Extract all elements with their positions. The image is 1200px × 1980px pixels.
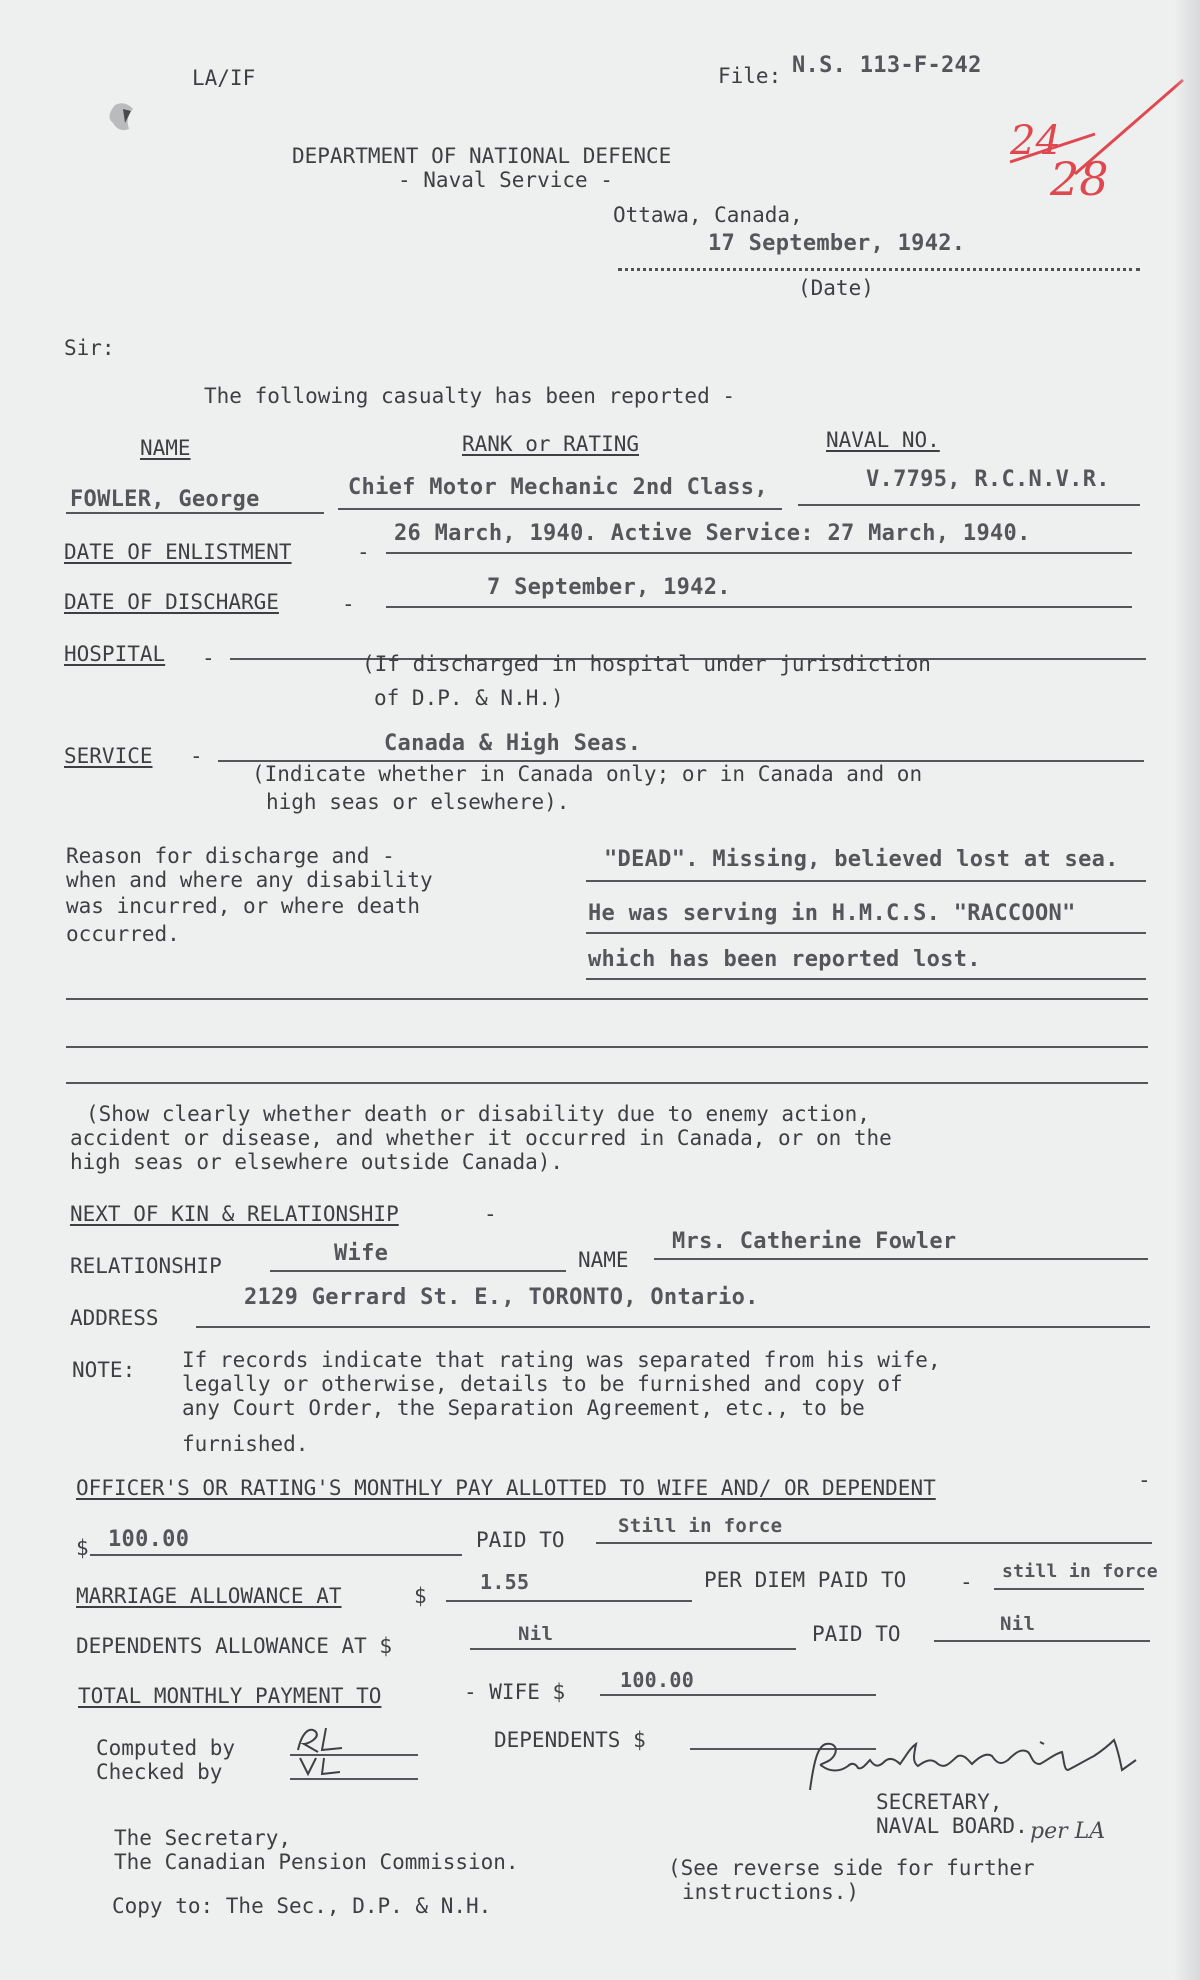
relationship-underline xyxy=(270,1270,566,1272)
reason-blank-line-2 xyxy=(66,1046,1148,1048)
marriage-rate-underline xyxy=(446,1600,692,1602)
enlistment-underline xyxy=(386,552,1132,554)
kin-name: Mrs. Catherine Fowler xyxy=(672,1229,957,1254)
note-line4: furnished. xyxy=(182,1432,309,1456)
reference-initials: LA/IF xyxy=(192,66,256,90)
total-wife-label: - WIFE $ xyxy=(464,1680,566,1704)
pay-heading-dash: - xyxy=(1138,1468,1151,1492)
rank-underline xyxy=(338,508,782,510)
service-value: Canada & High Seas. xyxy=(384,731,642,756)
note-line3: any Court Order, the Separation Agreement, etc., to be xyxy=(182,1396,865,1420)
service-label: SERVICE xyxy=(64,744,153,768)
copy-to: Copy to: The Sec., D.P. & N.H. xyxy=(112,1894,492,1918)
date-dotted-line xyxy=(618,268,1140,271)
computed-by-label: Computed by xyxy=(96,1736,236,1760)
note-line1: If records indicate that rating was separated from his wife, xyxy=(182,1348,941,1372)
rank-column-header: RANK or RATING xyxy=(462,432,640,456)
note-line2: legally or otherwise, details to be furnished and copy of xyxy=(182,1372,903,1396)
intro-text: The following casualty has been reported - xyxy=(204,384,736,408)
recipient-line1: The Secretary, xyxy=(114,1826,292,1850)
reason-note-line3: high seas or elsewhere outside Canada). xyxy=(70,1150,564,1174)
place: Ottawa, Canada, xyxy=(613,203,803,227)
naval-number-underline xyxy=(798,504,1140,506)
dependents-paid-to-label: PAID TO xyxy=(812,1622,901,1646)
service-note-line2: high seas or elsewhere). xyxy=(266,790,570,814)
discharge-label: DATE OF DISCHARGE xyxy=(64,590,279,614)
total-payment-label: TOTAL MONTHLY PAYMENT TO xyxy=(78,1684,382,1708)
pay-amount-underline xyxy=(90,1554,462,1556)
dependents-allowance-label: DEPENDENTS ALLOWANCE AT $ xyxy=(76,1634,393,1658)
reverse-note-line1: (See reverse side for further xyxy=(668,1856,1035,1880)
kin-name-label: NAME xyxy=(578,1248,629,1272)
naval-number: V.7795, R.C.N.V.R. xyxy=(866,467,1110,492)
per-diem-paid-to: still in force xyxy=(1002,1561,1158,1582)
marriage-allowance-label: MARRIAGE ALLOWANCE AT xyxy=(76,1584,342,1608)
hospital-label: HOSPITAL xyxy=(64,642,166,666)
reason-label-line4: occurred. xyxy=(66,922,180,946)
reason-underline-3 xyxy=(586,978,1146,980)
per-handwritten-note: per LA xyxy=(1030,1819,1106,1844)
reason-line1: "DEAD". Missing, believed lost at sea. xyxy=(604,847,1119,872)
next-of-kin-label: NEXT OF KIN & RELATIONSHIP xyxy=(70,1202,399,1226)
reason-note-line2: accident or disease, and whether it occurred in Canada, or on the xyxy=(70,1126,892,1150)
report-date: 17 September, 1942. xyxy=(708,231,966,256)
pay-paid-to-underline xyxy=(596,1542,1152,1544)
reason-underline-1 xyxy=(586,880,1146,882)
discharge-date: 7 September, 1942. xyxy=(487,575,731,600)
kin-address: 2129 Gerrard St. E., TORONTO, Ontario. xyxy=(244,1285,759,1310)
dependents-paid-to: Nil xyxy=(1000,1613,1036,1635)
relationship-label: RELATIONSHIP xyxy=(70,1254,222,1278)
reason-line2: He was serving in H.M.C.S. "RACCOON" xyxy=(588,901,1076,926)
address-underline xyxy=(196,1326,1150,1328)
pay-paid-to-label: PAID TO xyxy=(476,1528,565,1552)
service-dash: - xyxy=(190,744,203,768)
sailor-rank: Chief Motor Mechanic 2nd Class, xyxy=(348,475,768,500)
per-diem-label: PER DIEM PAID TO xyxy=(704,1568,907,1592)
note-label: NOTE: xyxy=(72,1358,136,1382)
total-wife-underline xyxy=(600,1694,876,1696)
name-underline xyxy=(66,512,324,514)
per-diem-dash: - xyxy=(960,1570,973,1594)
struck-page-number: 24 xyxy=(1010,118,1061,164)
enlistment-label: DATE OF ENLISTMENT xyxy=(64,540,292,564)
salutation: Sir: xyxy=(64,336,115,360)
reason-label-line2: when and where any disability xyxy=(66,868,433,892)
reason-note-line1: (Show clearly whether death or disability due to enemy action, xyxy=(86,1102,870,1126)
relationship-value: Wife xyxy=(334,1241,389,1266)
marriage-currency: $ xyxy=(414,1584,427,1608)
pay-currency: $ xyxy=(76,1536,89,1560)
enlistment-dates: 26 March, 1940. Active Service: 27 March, 1940. xyxy=(394,521,1031,546)
per-diem-underline xyxy=(994,1588,1144,1590)
recipient-line2: The Canadian Pension Commission. xyxy=(114,1850,519,1874)
discharge-dash: - xyxy=(342,592,355,616)
hospital-note-line2: of D.P. & N.H.) xyxy=(374,686,564,710)
pay-amount: 100.00 xyxy=(108,1527,190,1552)
dependents-total-label: DEPENDENTS $ xyxy=(494,1728,646,1752)
checked-by-underline xyxy=(290,1778,418,1780)
reason-blank-line-3 xyxy=(66,1082,1148,1084)
reason-label-line1: Reason for discharge and - xyxy=(66,844,395,868)
dependents-paid-to-underline xyxy=(934,1640,1150,1642)
checked-by-label: Checked by xyxy=(96,1760,223,1784)
reason-underline-2 xyxy=(586,932,1146,934)
pay-heading: OFFICER'S OR RATING'S MONTHLY PAY ALLOTTED TO WIFE AND/ OR DEPENDENT xyxy=(76,1476,936,1500)
reverse-note-line2: instructions.) xyxy=(682,1880,860,1904)
red-strike-marks xyxy=(1005,70,1195,200)
department-title: DEPARTMENT OF NATIONAL DEFENCE xyxy=(292,144,672,168)
pay-paid-to: Still in force xyxy=(618,1515,783,1537)
reason-label-line3: was incurred, or where death xyxy=(66,894,421,918)
naval-number-column-header: NAVAL NO. xyxy=(826,428,940,452)
file-label: File: xyxy=(718,64,782,88)
hospital-note-line1: (If discharged in hospital under jurisdiction xyxy=(362,652,931,676)
service-subtitle: - Naval Service - xyxy=(398,168,613,192)
date-caption: (Date) xyxy=(798,276,874,300)
total-wife-amount: 100.00 xyxy=(620,1668,695,1692)
naval-board-title: NAVAL BOARD. xyxy=(876,1814,1028,1838)
initials-handwriting xyxy=(292,1722,382,1778)
page-number: 28 xyxy=(1050,152,1109,206)
next-of-kin-dash: - xyxy=(484,1202,497,1226)
service-note-line1: (Indicate whether in Canada only; or in Canada and on xyxy=(252,762,923,786)
reason-blank-line-1 xyxy=(66,998,1148,1000)
discharge-underline xyxy=(386,606,1132,608)
marriage-rate: 1.55 xyxy=(480,1570,530,1594)
file-number: N.S. 113-F-242 xyxy=(792,53,982,78)
enlistment-dash: - xyxy=(357,540,370,564)
dependents-allowance-rate: Nil xyxy=(518,1623,554,1645)
secretary-title: SECRETARY, xyxy=(876,1790,1003,1814)
reason-line3: which has been reported lost. xyxy=(588,947,981,972)
kin-name-underline xyxy=(654,1258,1148,1260)
name-column-header: NAME xyxy=(140,436,191,460)
hospital-dash: - xyxy=(202,646,215,670)
dependents-rate-underline xyxy=(470,1648,796,1650)
sailor-name: FOWLER, George xyxy=(70,487,260,512)
address-label: ADDRESS xyxy=(70,1306,159,1330)
paper-tear-mark xyxy=(95,95,145,155)
